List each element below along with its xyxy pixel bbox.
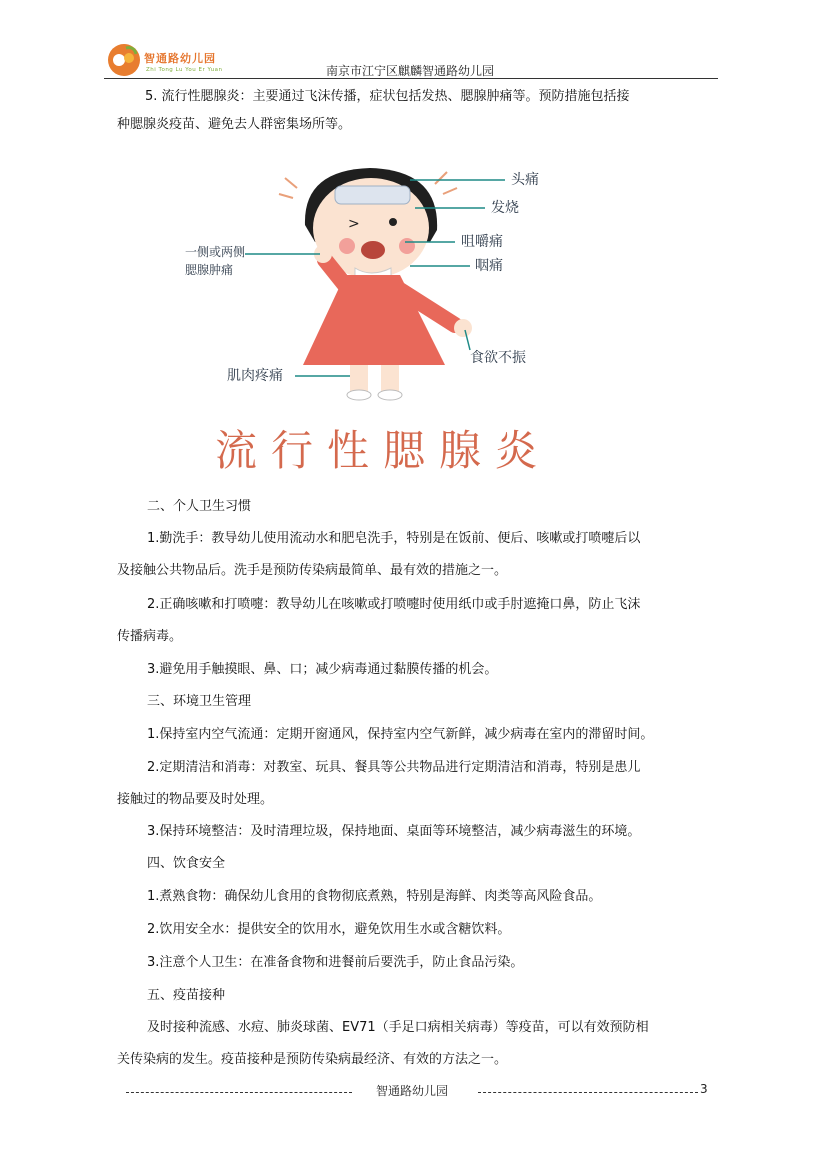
paragraph-line: 2.正确咳嗽和打喷嚏：教导幼儿在咳嗽或打喷嚏时使用纸巾或手肘遮掩口鼻，防止飞沫 [147, 597, 641, 612]
label-swelling-2: 腮腺肿痛 [185, 263, 234, 277]
ice-pack [335, 186, 410, 204]
section-heading: 三、环境卫生管理 [147, 694, 252, 709]
svg-text:>: > [348, 216, 360, 232]
label-headache: 头痛 [511, 171, 539, 187]
paragraph-line: 种腮腺炎疫苗、避免去人群密集场所等。 [117, 117, 352, 132]
hygiene-item-1 [117, 529, 717, 581]
food-section [117, 854, 717, 874]
environment-item-3 [117, 822, 717, 842]
label-fever: 发烧 [491, 199, 519, 215]
footer-text: 智通路幼儿园 [376, 1084, 449, 1098]
mumps-illustration [185, 150, 625, 490]
vaccine-paragraph [117, 1018, 717, 1070]
paragraph-line: 3.避免用手触摸眼、鼻、口；减少病毒通过黏膜传播的机会。 [147, 662, 498, 677]
hygiene-item-2 [117, 595, 717, 647]
paragraph-line: 及接触公共物品后。洗手是预防传染病最简单、最有效的措施之一。 [117, 563, 508, 578]
paragraph-line: 1.保持室内空气流通：定期开窗通风，保持室内空气新鲜，减少病毒在室内的滞留时间。 [147, 727, 654, 742]
label-muscle: 肌肉疼痛 [227, 367, 283, 383]
footer-rule-right [478, 1092, 698, 1093]
page-number: 3 [700, 1082, 708, 1096]
illustration-title: 流行性腮腺炎 [215, 427, 552, 474]
paragraph-line: 2.定期清洁和消毒：对教室、玩具、餐具等公共物品进行定期清洁和消毒，特别是患儿 [147, 760, 641, 775]
paragraph-line: 关传染病的发生。疫苗接种是预防传染病最经济、有效的方法之一。 [117, 1052, 508, 1067]
paragraph-line: 1.勤洗手：教导幼儿使用流动水和肥皂洗手，特别是在饭前、便后、咳嗽或打喷嚏后以 [147, 531, 641, 546]
school-logo [104, 40, 264, 80]
environment-item-2 [117, 758, 717, 810]
paragraph-line: 3.保持环境整洁：及时清理垃圾，保持地面、桌面等环境整洁，减少病毒滋生的环境。 [147, 824, 641, 839]
label-throat: 咽痛 [475, 257, 503, 273]
section-heading: 二、个人卫生习惯 [147, 499, 252, 514]
page-footer [126, 1082, 716, 1102]
section-heading: 四、饮食安全 [147, 856, 226, 871]
dress [303, 275, 445, 365]
label-appetite: 食欲不振 [470, 349, 526, 365]
label-chew-pain: 咀嚼痛 [461, 233, 503, 249]
environment-section [117, 692, 717, 712]
environment-item-1 [117, 725, 717, 745]
footer-rule-left [126, 1092, 352, 1093]
hygiene-section [117, 497, 717, 517]
paragraph-line: 3.注意个人卫生：在准备食物和进餐前后要洗手，防止食品污染。 [147, 955, 524, 970]
paragraph-line: 传播病毒。 [117, 629, 183, 644]
food-item-3 [117, 953, 717, 973]
label-swelling-1: 一侧或两侧 [185, 245, 246, 259]
page-header [104, 40, 718, 80]
logo-icon [106, 42, 142, 78]
hygiene-item-3 [117, 660, 717, 680]
school-name: 南京市江宁区麒麟智通路幼儿园 [326, 64, 495, 78]
paragraph-line: 2.饮用安全水：提供安全的饮用水，避免饮用生水或含糖饮料。 [147, 922, 511, 937]
food-item-1 [117, 887, 717, 907]
logo-text: 智通路幼儿园 [144, 52, 216, 65]
header-divider [104, 78, 718, 79]
section-heading: 五、疫苗接种 [147, 988, 226, 1003]
paragraph-line: 及时接种流感、水痘、肺炎球菌、EV71（手足口病相关病毒）等疫苗，可以有效预防相 [147, 1020, 649, 1035]
vaccine-section [117, 986, 717, 1006]
paragraph-line: 1.煮熟食物：确保幼儿食用的食物彻底煮熟，特别是海鲜、肉类等高风险食品。 [147, 889, 602, 904]
food-item-2 [117, 920, 717, 940]
paragraph-line: 5. 流行性腮腺炎：主要通过飞沫传播，症状包括发热、腮腺肿痛等。预防措施包括接 [145, 89, 630, 104]
logo-subtext: Zhi Tong Lu You Er Yuan [146, 67, 223, 73]
mumps-paragraph [117, 87, 717, 135]
paragraph-line: 接触过的物品要及时处理。 [117, 792, 274, 807]
